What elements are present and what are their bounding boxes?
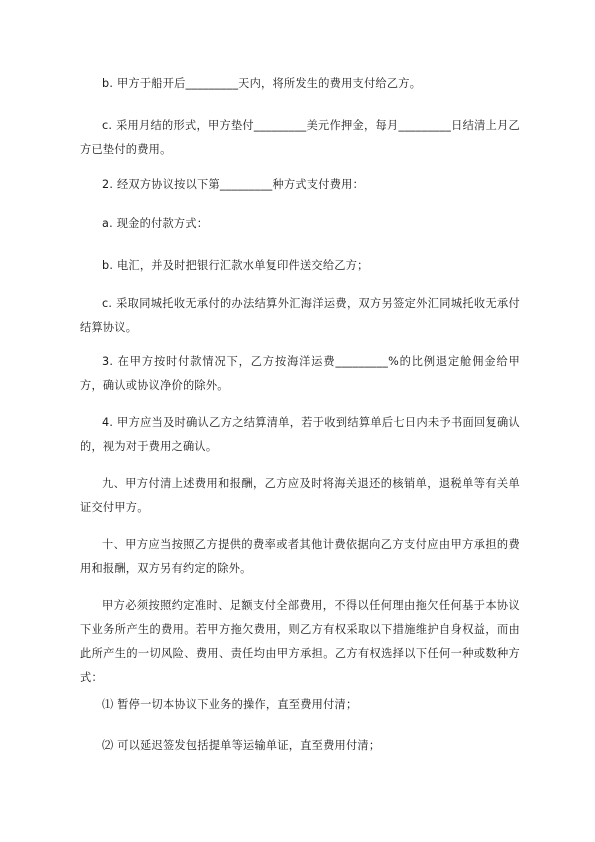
clause-b-payment-days: b. 甲方于船开后_________天内，将所发生的费用支付给乙方。	[102, 77, 422, 90]
clause-b-wire-transfer: b. 电汇，并及时把银行汇款水单复印件送交给乙方；	[102, 259, 369, 272]
clause-2-payment-method: 2. 经双方协议按以下第_________种方式支付费用：	[102, 178, 365, 191]
clause-3-commission: 3. 在甲方按时付款情况下，乙方按海洋运费_________%的比例退定舱佣金给甲方，确认或协议净价的除外。	[80, 355, 520, 392]
clause-4-statement-confirmation: 4. 甲方应当及时确认乙方之结算清单，若于收到结算单后七日内未予书面回复确认的，视为对于费用之确认。	[80, 416, 520, 453]
section-10-fees: 十、甲方应当按照乙方提供的费率或者其他计费依据向乙方支付应由甲方承担的费用和报酬，双方另有约定的除外。	[80, 538, 520, 575]
section-9-documents: 九、甲方付清上述费用和报酬，乙方应及时将海关退还的核销单，退税单等有关单证交付甲方。	[80, 477, 520, 514]
option-1-suspend: ⑴ 暂停一切本协议下业务的操作，直至费用付清；	[102, 698, 358, 711]
option-2-delay-documents: ⑵ 可以延迟签发包括提单等运输单证，直至费用付清；	[102, 739, 381, 752]
clause-c-collection: c. 采取同城托收无承付的办法结算外汇海洋运费，双方另签定外汇同城托收无承付结算协议。	[80, 297, 520, 334]
clause-a-cash: a. 现金的付款方式：	[102, 217, 209, 230]
clause-c-monthly-settlement: c. 采用月结的形式，甲方垫付_________美元作押金，每月_________日结清上月乙方已垫付的费用。	[80, 119, 520, 156]
payment-obligation-paragraph: 甲方必须按照约定准时、足额支付全部费用，不得以任何理由拖欠任何基于本协议下业务所产生的费用。若甲方拖欠费用，则乙方有权采取以下措施维护自身权益，而由此所产生的一切风险、费用、责任均由甲方承担。乙方有权选择以下任何一种或数种方式：	[80, 599, 520, 684]
